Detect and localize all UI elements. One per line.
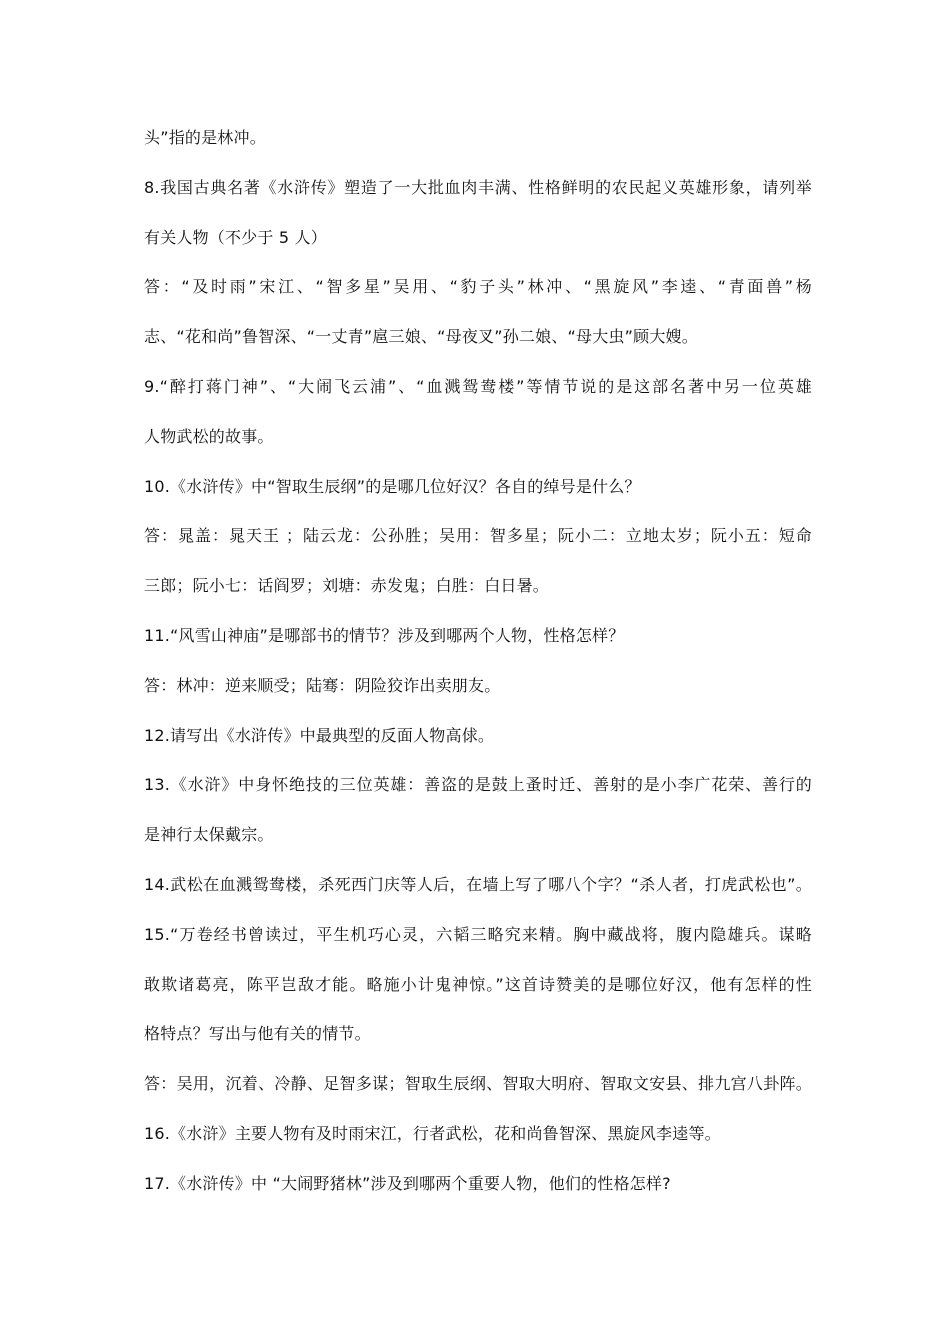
document-body xyxy=(144,118,812,1214)
text-line: 16.《水浒》主要人物有及时雨宋江，行者武松，花和尚鲁智深、黑旋风李逵等。 xyxy=(144,1123,721,1143)
text-line: 答：林冲：逆来顺受；陆骞：阴险狡诈出卖朋友。 xyxy=(144,675,501,695)
text-line: 12.请写出《水浒传》中最典型的反面人物高俅。 xyxy=(144,725,495,745)
text-line: 15.“万卷经书曾读过，平生机巧心灵，六韬三略究来精。胸中藏战将，腹内隐雄兵。谋略 xyxy=(144,924,812,944)
text-line: 8.我国古典名著《水浒传》塑造了一大批血肉丰满、性格鲜明的农民起义英雄形象，请列举 xyxy=(144,177,812,197)
text-line: 三郎；阮小七：话阎罗；刘塘：赤发鬼；白胜：白日暑。 xyxy=(144,576,550,596)
text-line: 格特点？写出与他有关的情节。 xyxy=(144,1024,371,1044)
text-line: 敢欺诸葛亮，陈平岂敌才能。略施小计鬼神惊。”这首诗赞美的是哪位好汉，他有怎样的性 xyxy=(144,974,812,994)
text-line: 14.武松在血溅鸳鸯楼，杀死西门庆等人后，在墙上写了哪八个字？“杀人者，打虎武松也”。 xyxy=(144,874,812,894)
text-line: 11.“风雪山神庙”是哪部书的情节？涉及到哪两个人物，性格怎样？ xyxy=(144,625,625,645)
text-line: 13.《水浒》中身怀绝技的三位英雄：善盗的是鼓上蚤时迁、善射的是小李广花荣、善行的 xyxy=(144,775,812,795)
text-line: 人物武松的故事。 xyxy=(144,426,274,446)
text-line: 是神行太保戴宗。 xyxy=(144,825,274,845)
text-line: 答：晁盖：晁天王 ；陆云龙：公孙胜；吴用：智多星；阮小二：立地太岁；阮小五：短命 xyxy=(144,526,812,546)
text-line: 10.《水浒传》中“智取生辰纲”的是哪几位好汉？各自的绰号是什么？ xyxy=(144,476,641,496)
text-line: 答：“及时雨”宋江、“智多星”吴用、“豹子头”林冲、“黑旋风”李逵、“青面兽”杨 xyxy=(144,277,812,297)
text-line: 17.《水浒传》中 “大闹野猪林”涉及到哪两个重要人物，他们的性格怎样? xyxy=(144,1173,671,1193)
text-line: 志、“花和尚”鲁智深、“一丈青”扈三娘、“母夜叉”孙二娘、“母大虫”顾大嫂。 xyxy=(144,327,698,347)
text-line: 9.“醉打蒋门神”、“大闹飞云浦”、“血溅鸳鸯楼”等情节说的是这部名著中另一位英雄 xyxy=(144,376,812,396)
text-line: 头”指的是林冲。 xyxy=(144,128,266,147)
text-line: 答：吴用，沉着、冷静、足智多谋；智取生辰纲、智取大明府、智取文安县、排九宫八卦阵。 xyxy=(144,1074,812,1094)
text-line: 有关人物（不少于 5 人） xyxy=(144,227,327,247)
